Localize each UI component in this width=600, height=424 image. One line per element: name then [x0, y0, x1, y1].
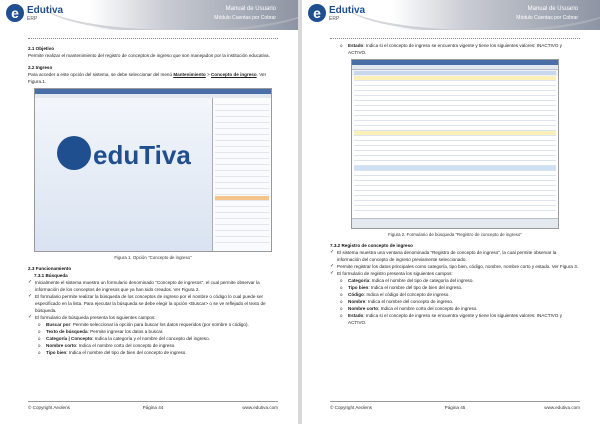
menu-item-concepto-ingreso[interactable]: [215, 196, 269, 201]
field-name: Categoría: [348, 278, 370, 283]
field-desc: : Indica si el concepto de ingreso se encuentra vigente y tiene los siguientes valores: INACTIVO y ACTIVO.: [348, 43, 562, 55]
figure-caption: Figura 2. Formulario de búsqueda "Registro de concepto de ingreso": [388, 232, 522, 237]
field-item: [28, 321, 278, 328]
form-statusbar: [352, 218, 558, 228]
menu-item[interactable]: [215, 160, 269, 165]
field-item: [330, 42, 580, 56]
bullet-item: ✓ El formulario de registro presenta los siguientes campos:: [330, 270, 580, 277]
field-desc: : Indica el nombre del concepto de ingreso.: [365, 299, 454, 304]
option-reference: Concepto de ingreso: [210, 72, 257, 77]
page-content: [28, 42, 278, 356]
section-heading: 2.3 Funcionamiento: [28, 266, 72, 271]
menu-item[interactable]: [215, 178, 269, 183]
field-name: Estado: [348, 43, 364, 48]
grid-header: [354, 71, 556, 75]
menu-item[interactable]: [215, 208, 269, 213]
menu-item[interactable]: [215, 100, 269, 105]
menu-item[interactable]: [215, 184, 269, 189]
app-workspace: [35, 98, 213, 251]
figure-caption: Figura 1. Opción "Concepto de ingreso": [114, 255, 192, 260]
field-item: [330, 312, 580, 326]
field-desc: : Permite seleccionar la opción para buscar los datos requeridos (por nombre o código).: [70, 322, 249, 327]
menu-item[interactable]: [215, 142, 269, 147]
footer-page-number: Página 44: [142, 405, 164, 410]
footer-site: www.edutiva.com: [242, 405, 278, 410]
workspace-logo-text: eduTiva: [93, 140, 191, 170]
field-name: Código: [348, 292, 364, 297]
footer-copyright: © Copyright Aeolens: [330, 405, 372, 410]
field-desc: : Indica el nombre del tipo de bien del ingreso.: [368, 285, 463, 290]
field-item: [330, 284, 580, 291]
text-run: . Ver Figura.1.: [28, 72, 267, 84]
table-row[interactable]: [354, 206, 556, 211]
paragraph: Permite realizar el mantenimiento del registro de conceptos de ingreso que son manejados por la institución educativa.: [28, 53, 270, 58]
logo-mark: e: [6, 4, 24, 22]
edutiva-logo: [6, 4, 66, 26]
field-name: Nombre corto: [46, 343, 77, 348]
menu-item[interactable]: [215, 232, 269, 237]
footer-rule: [330, 401, 580, 402]
text-run: >: [205, 72, 211, 77]
field-item: [330, 277, 580, 284]
menu-item[interactable]: [215, 202, 269, 207]
field-desc: : Indica el nombre corto del concepto de ingreso.: [76, 343, 176, 348]
figure-1-screenshot: [34, 88, 272, 252]
menu-item[interactable]: [215, 136, 269, 141]
field-name: Categoría | Concepto: [46, 336, 93, 341]
field-item: [28, 335, 278, 342]
section-heading: 2.1 Objetivo: [28, 46, 55, 51]
field-item: [28, 342, 278, 349]
page-content: [330, 42, 580, 326]
subsection-heading: 7.3.1 Búsqueda: [34, 273, 68, 278]
menu-item[interactable]: [215, 226, 269, 231]
field-desc: : Indica el nombre del tipo de bien del concepto de ingreso.: [66, 350, 187, 355]
bullet-item: ✓ Permite registrar los datos principales como categoría, tipo bien, código, nombre, nombre corto y estado. Ver Figura 3.: [330, 263, 580, 270]
footer-site: www.edutiva.com: [544, 405, 580, 410]
footer-copyright: © Copyright Aeolens: [28, 405, 70, 410]
field-desc: : Indica el nombre corto del concepto de ingreso.: [378, 306, 478, 311]
figure-2-screenshot: [351, 59, 559, 229]
field-name: Texto de búsqueda: [46, 329, 88, 334]
edutiva-logo: [308, 4, 368, 26]
field-desc: : Indica la categoría y el nombre del concepto del ingreso.: [92, 336, 210, 341]
field-name: Tipo bien: [46, 350, 67, 355]
header-rule: [28, 38, 278, 39]
field-item: [330, 291, 580, 298]
bullet-item: ✓ El sistema muestra una ventana denominada "Registro de concepto de ingreso", la cual permite observar la información del concepto de ingreso previamente seleccionado.: [330, 249, 580, 263]
paragraph: [28, 71, 278, 85]
field-item: [330, 298, 580, 305]
field-name: Estado: [348, 313, 364, 318]
field-desc: : Indica si el concepto de ingreso se encuentra vigente y tiene los siguientes valores: INACTIVO y ACTIVO.: [348, 313, 562, 325]
header-rule: [330, 38, 580, 39]
page-left: [0, 0, 298, 424]
footer-rule: [28, 401, 278, 402]
logo-sub: ERP: [329, 16, 340, 22]
menu-item[interactable]: [215, 130, 269, 135]
page-right: [302, 0, 600, 424]
field-name: Buscar por: [46, 322, 71, 327]
footer-page-number: Página 45: [444, 405, 466, 410]
field-name: Nombre corto: [348, 306, 379, 311]
text-run: Para acceder a este opción del sistema, se debe seleccionar del menú: [28, 72, 174, 77]
menu-item[interactable]: [215, 148, 269, 153]
field-item: [330, 305, 580, 312]
menu-item[interactable]: [215, 220, 269, 225]
menu-item[interactable]: [215, 166, 269, 171]
field-item: [28, 328, 278, 335]
field-desc: : Indica el nombre del tipo de categoría del ingreso.: [369, 278, 474, 283]
workspace-logo-mark: [57, 136, 91, 170]
field-name: Nombre: [348, 299, 366, 304]
header-banner: [302, 0, 600, 30]
subsection-heading: 7.3.2 Registro de concepto de ingreso: [330, 243, 413, 248]
logo-mark: e: [308, 4, 326, 22]
module-name: Módulo Cuentas por Cobrar: [214, 15, 276, 21]
module-name: Módulo Cuentas por Cobrar: [516, 15, 578, 21]
menu-item[interactable]: [215, 124, 269, 129]
menu-item[interactable]: [215, 118, 269, 123]
header-banner: [0, 0, 298, 30]
logo-name: Edutiva: [329, 5, 366, 16]
menu-reference: Mantenimiento: [173, 72, 206, 77]
results-grid[interactable]: [352, 76, 558, 218]
menu-item[interactable]: [215, 238, 269, 243]
logo-name: Edutiva: [27, 5, 64, 16]
menu-item[interactable]: [215, 112, 269, 117]
field-desc: : Indica el código del concepto de ingreso.: [363, 292, 450, 297]
menu-item[interactable]: [215, 154, 269, 159]
menu-item[interactable]: [215, 190, 269, 195]
menu-dropdown[interactable]: [212, 98, 271, 251]
bullet-item: ✓ Inicialmente el sistema muestra un formulario denominado "Concepto de ingresos", el cual permite observar la información de los conceptos de ingresos que ya han sido creados. Ver Figura 2.: [28, 279, 278, 293]
search-toolbar[interactable]: [352, 65, 558, 70]
menu-item[interactable]: [215, 214, 269, 219]
manual-title: Manual de Usuario: [527, 6, 578, 12]
field-name: Tipo bien: [348, 285, 369, 290]
bullet-item: ✓ El formulario de búsqueda presenta los siguientes campos:: [28, 314, 278, 321]
logo-sub: ERP: [27, 16, 38, 22]
field-desc: : Permite ingresar los datos a buscar.: [87, 329, 164, 334]
menu-item[interactable]: [215, 106, 269, 111]
bullet-item: ✓ El formulario permite realizar la búsqueda de los conceptos de ingreso por el nombre o código lo cual puede ser especificado en la lista. Para ejecutar la búsqueda se debe elegir la opción <Buscar> o se ve reflejado el texto de búsqueda.: [28, 293, 278, 314]
menu-item[interactable]: [215, 172, 269, 177]
section-heading: 2.2 Ingreso: [28, 65, 53, 70]
field-item: [28, 349, 278, 356]
manual-title: Manual de Usuario: [225, 6, 276, 12]
